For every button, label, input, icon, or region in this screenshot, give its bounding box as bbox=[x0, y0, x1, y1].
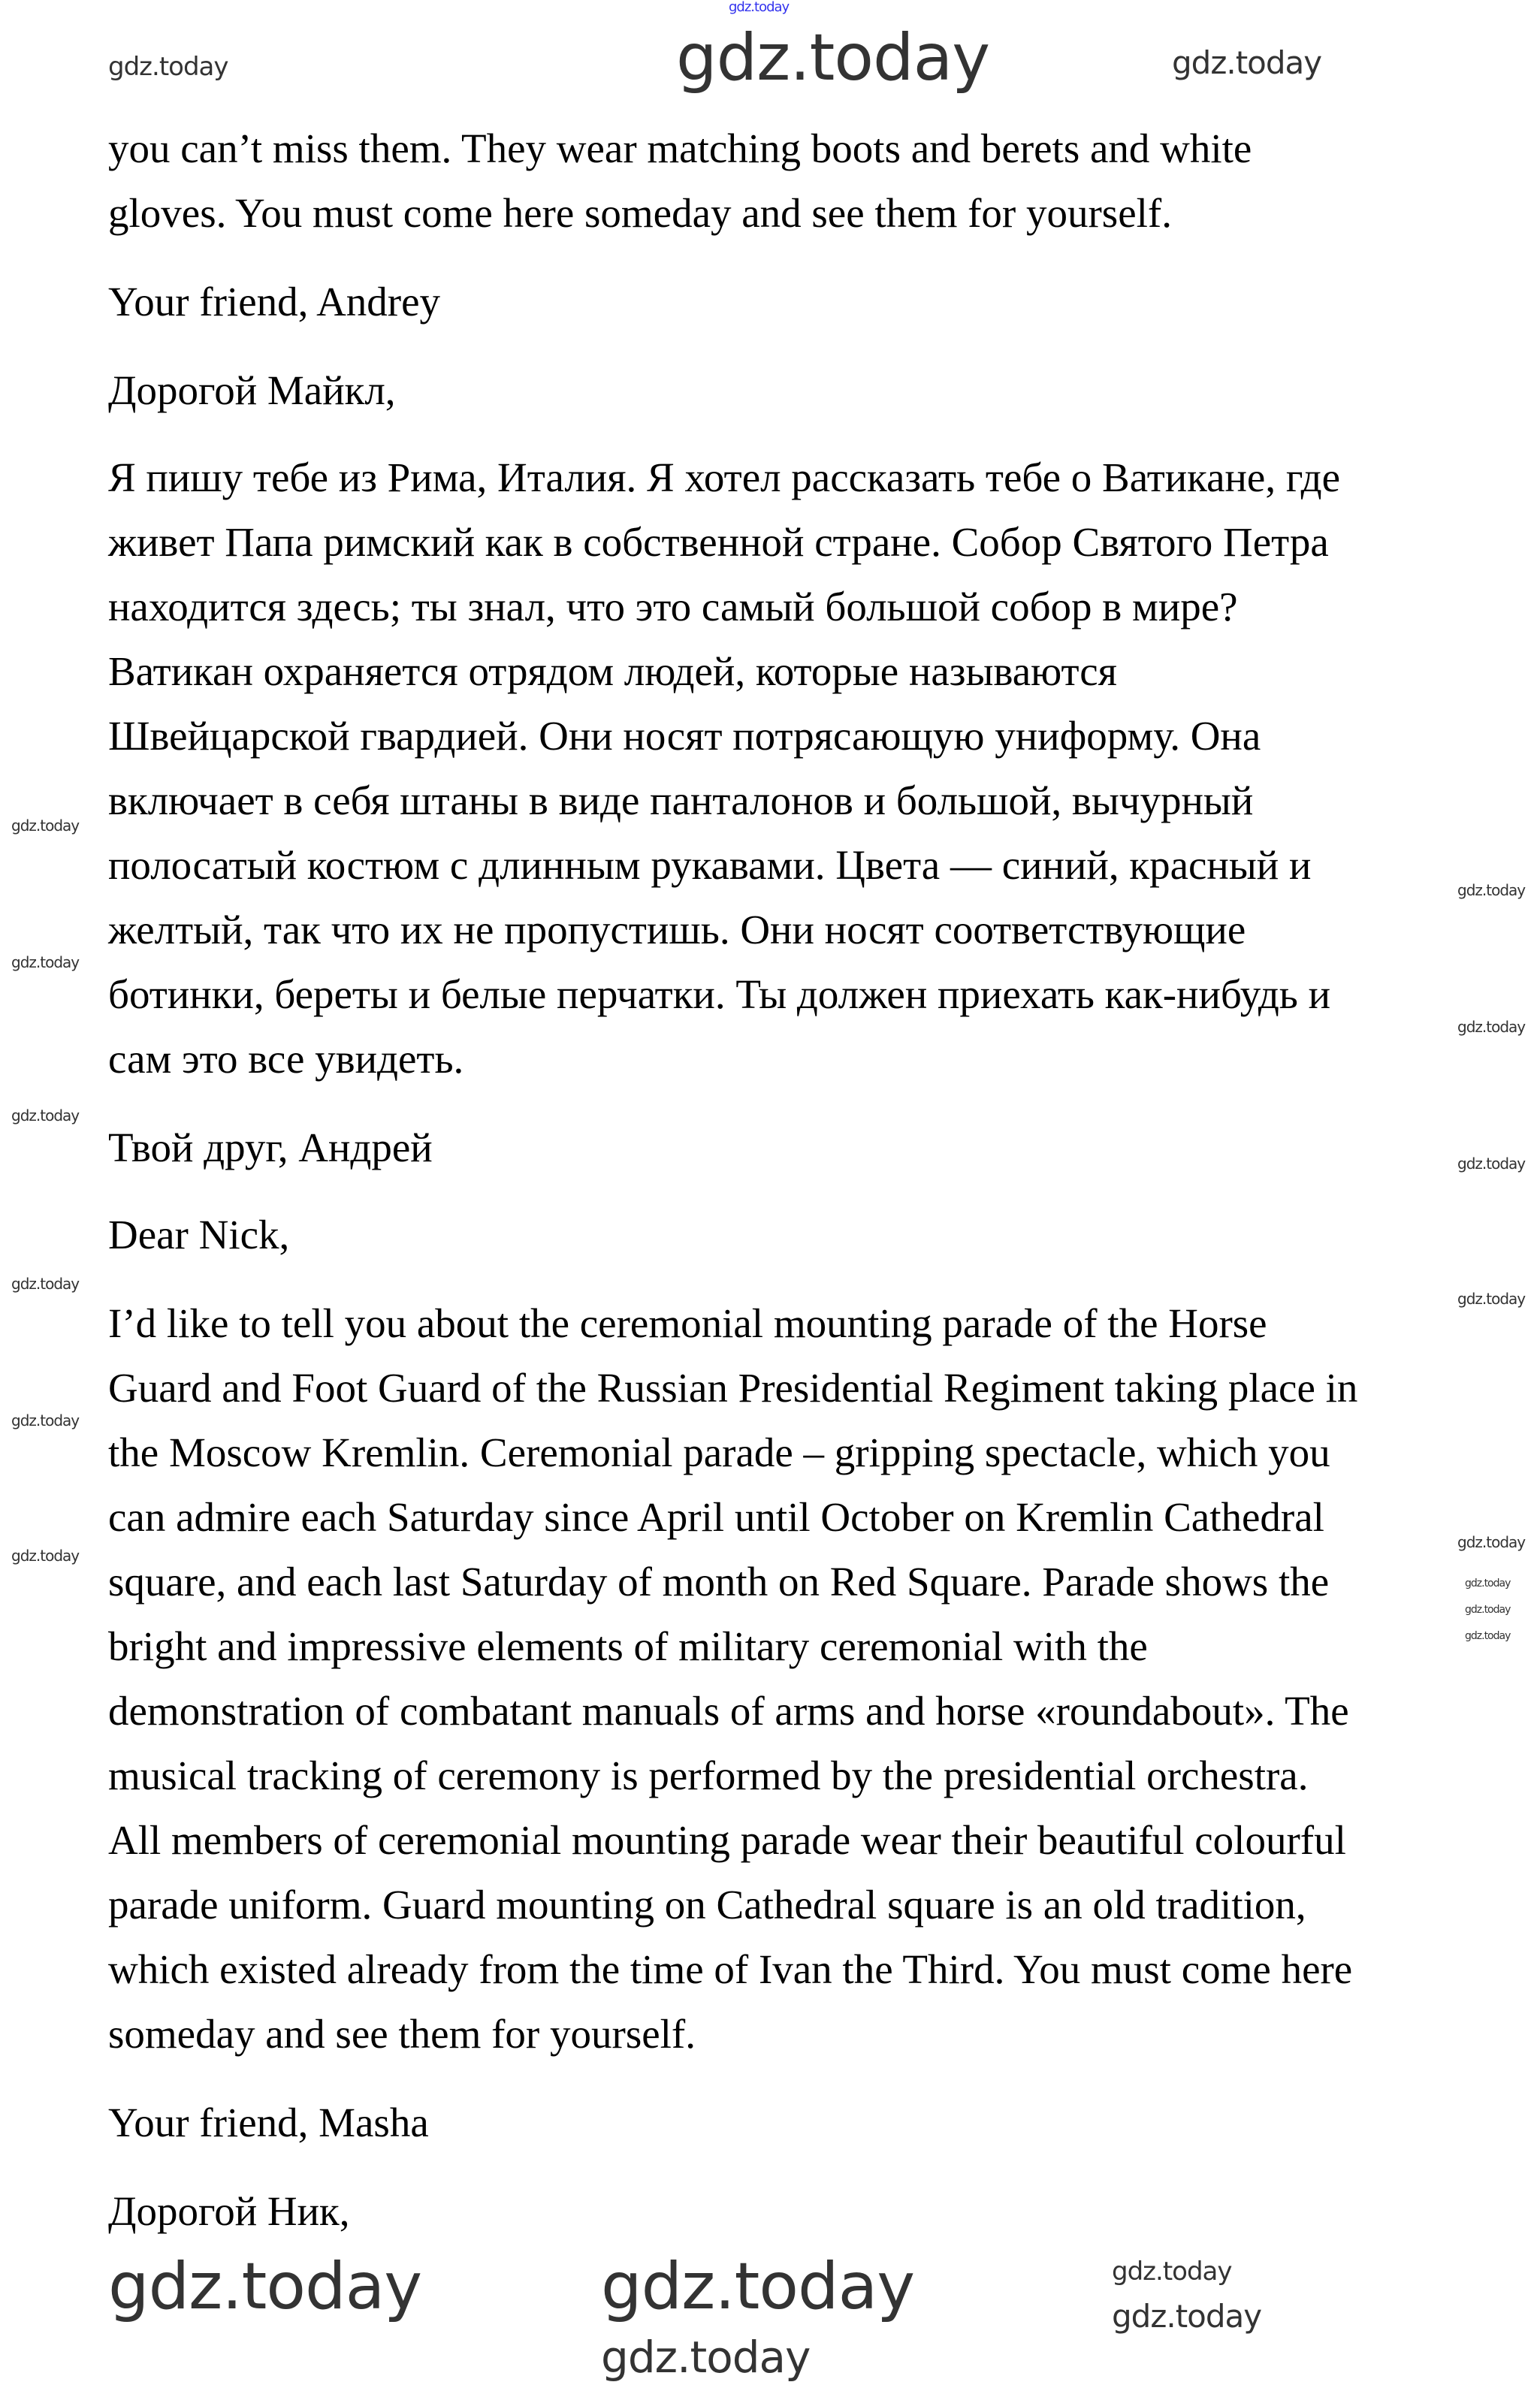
signature: Твой друг, Андрей bbox=[108, 1125, 433, 1170]
signature: Your friend, Masha bbox=[108, 2100, 429, 2145]
text-line: which existed already from the time of Ivan the Third. You must come here bbox=[108, 1946, 1353, 1992]
watermark: gdz.today bbox=[1457, 1533, 1526, 1551]
text-line: you can’t miss them. They wear matching boots and berets and white bbox=[108, 125, 1252, 171]
text-line: полосатый костюм с длинным рукавами. Цвета — синий, красный и bbox=[108, 842, 1312, 888]
text-line: Я пишу тебе из Рима, Италия. Я хотел рассказать тебе о Ватикане, где bbox=[108, 454, 1341, 500]
watermark: gdz.today bbox=[1465, 1577, 1511, 1589]
text-line: Швейцарской гвардией. Они носят потрясающую униформу. Она bbox=[108, 713, 1261, 759]
watermark: gdz.today bbox=[1457, 1018, 1526, 1036]
text-line: Guard and Foot Guard of the Russian Presidential Regiment taking place in bbox=[108, 1365, 1358, 1411]
greeting: Dear Nick, bbox=[108, 1212, 290, 1257]
text-line: someday and see them for yourself. bbox=[108, 2011, 696, 2057]
text-line: находится здесь; ты знал, что это самый большой собор в мире? bbox=[108, 584, 1238, 629]
greeting: Дорогой Майкл, bbox=[108, 367, 396, 413]
text-line: All members of ceremonial mounting parade wear their beautiful colourful bbox=[108, 1817, 1346, 1863]
watermark: gdz.today bbox=[11, 1547, 80, 1565]
text-line: желтый, так что их не пропустишь. Они носят соответствующие bbox=[108, 907, 1246, 952]
watermark: gdz.today bbox=[676, 20, 990, 95]
text-line: parade uniform. Guard mounting on Cathedral square is an old tradition, bbox=[108, 1882, 1306, 1928]
watermark: gdz.today bbox=[601, 2249, 915, 2324]
watermark: gdz.today bbox=[1465, 1604, 1511, 1616]
watermark: gdz.today bbox=[1112, 2257, 1232, 2287]
text-line: I’d like to tell you about the ceremonial mounting parade of the Horse bbox=[108, 1300, 1267, 1346]
text-line: can admire each Saturday since April until October on Kremlin Cathedral bbox=[108, 1494, 1324, 1540]
watermark: gdz.today bbox=[1112, 2298, 1262, 2335]
text-line: ботинки, береты и белые перчатки. Ты должен приехать как-нибудь и bbox=[108, 971, 1331, 1017]
text-line: the Moscow Kremlin. Ceremonial parade – gripping spectacle, which you bbox=[108, 1429, 1330, 1475]
watermark: gdz.today bbox=[11, 1411, 80, 1429]
greeting: Дорогой Ник, bbox=[108, 2188, 350, 2234]
watermark: gdz.today bbox=[1457, 1155, 1526, 1173]
signature: Your friend, Andrey bbox=[108, 279, 441, 325]
watermark: gdz.today bbox=[601, 2332, 811, 2383]
text-line: gloves. You must come here someday and see them for yourself. bbox=[108, 190, 1172, 236]
watermark: gdz.today bbox=[108, 52, 228, 82]
watermark: gdz.today bbox=[11, 1275, 80, 1293]
text-line: square, and each last Saturday of month on Red Square. Parade shows the bbox=[108, 1559, 1330, 1605]
watermark: gdz.today bbox=[1465, 1630, 1511, 1642]
watermark: gdz.today bbox=[1457, 1290, 1526, 1308]
text-line: demonstration of combatant manuals of arms and horse «roundabout». The bbox=[108, 1688, 1349, 1734]
text-line: bright and impressive elements of military ceremonial with the bbox=[108, 1623, 1148, 1669]
header-watermark: gdz.today bbox=[729, 0, 790, 15]
watermark: gdz.today bbox=[11, 953, 80, 971]
text-line: включает в себя штаны в виде панталонов и большой, вычурный bbox=[108, 777, 1254, 823]
text-line: musical tracking of ceremony is performed by the presidential orchestra. bbox=[108, 1753, 1309, 1798]
text-line: Ватикан охраняется отрядом людей, которые называются bbox=[108, 648, 1117, 694]
text-line: сам это все увидеть. bbox=[108, 1036, 464, 1082]
watermark: gdz.today bbox=[11, 817, 80, 835]
text-line: живет Папа римский как в собственной стране. Собор Святого Петра bbox=[108, 519, 1329, 565]
watermark: gdz.today bbox=[11, 1106, 80, 1125]
watermark: gdz.today bbox=[1457, 881, 1526, 899]
watermark: gdz.today bbox=[1172, 44, 1322, 81]
watermark: gdz.today bbox=[108, 2249, 422, 2324]
